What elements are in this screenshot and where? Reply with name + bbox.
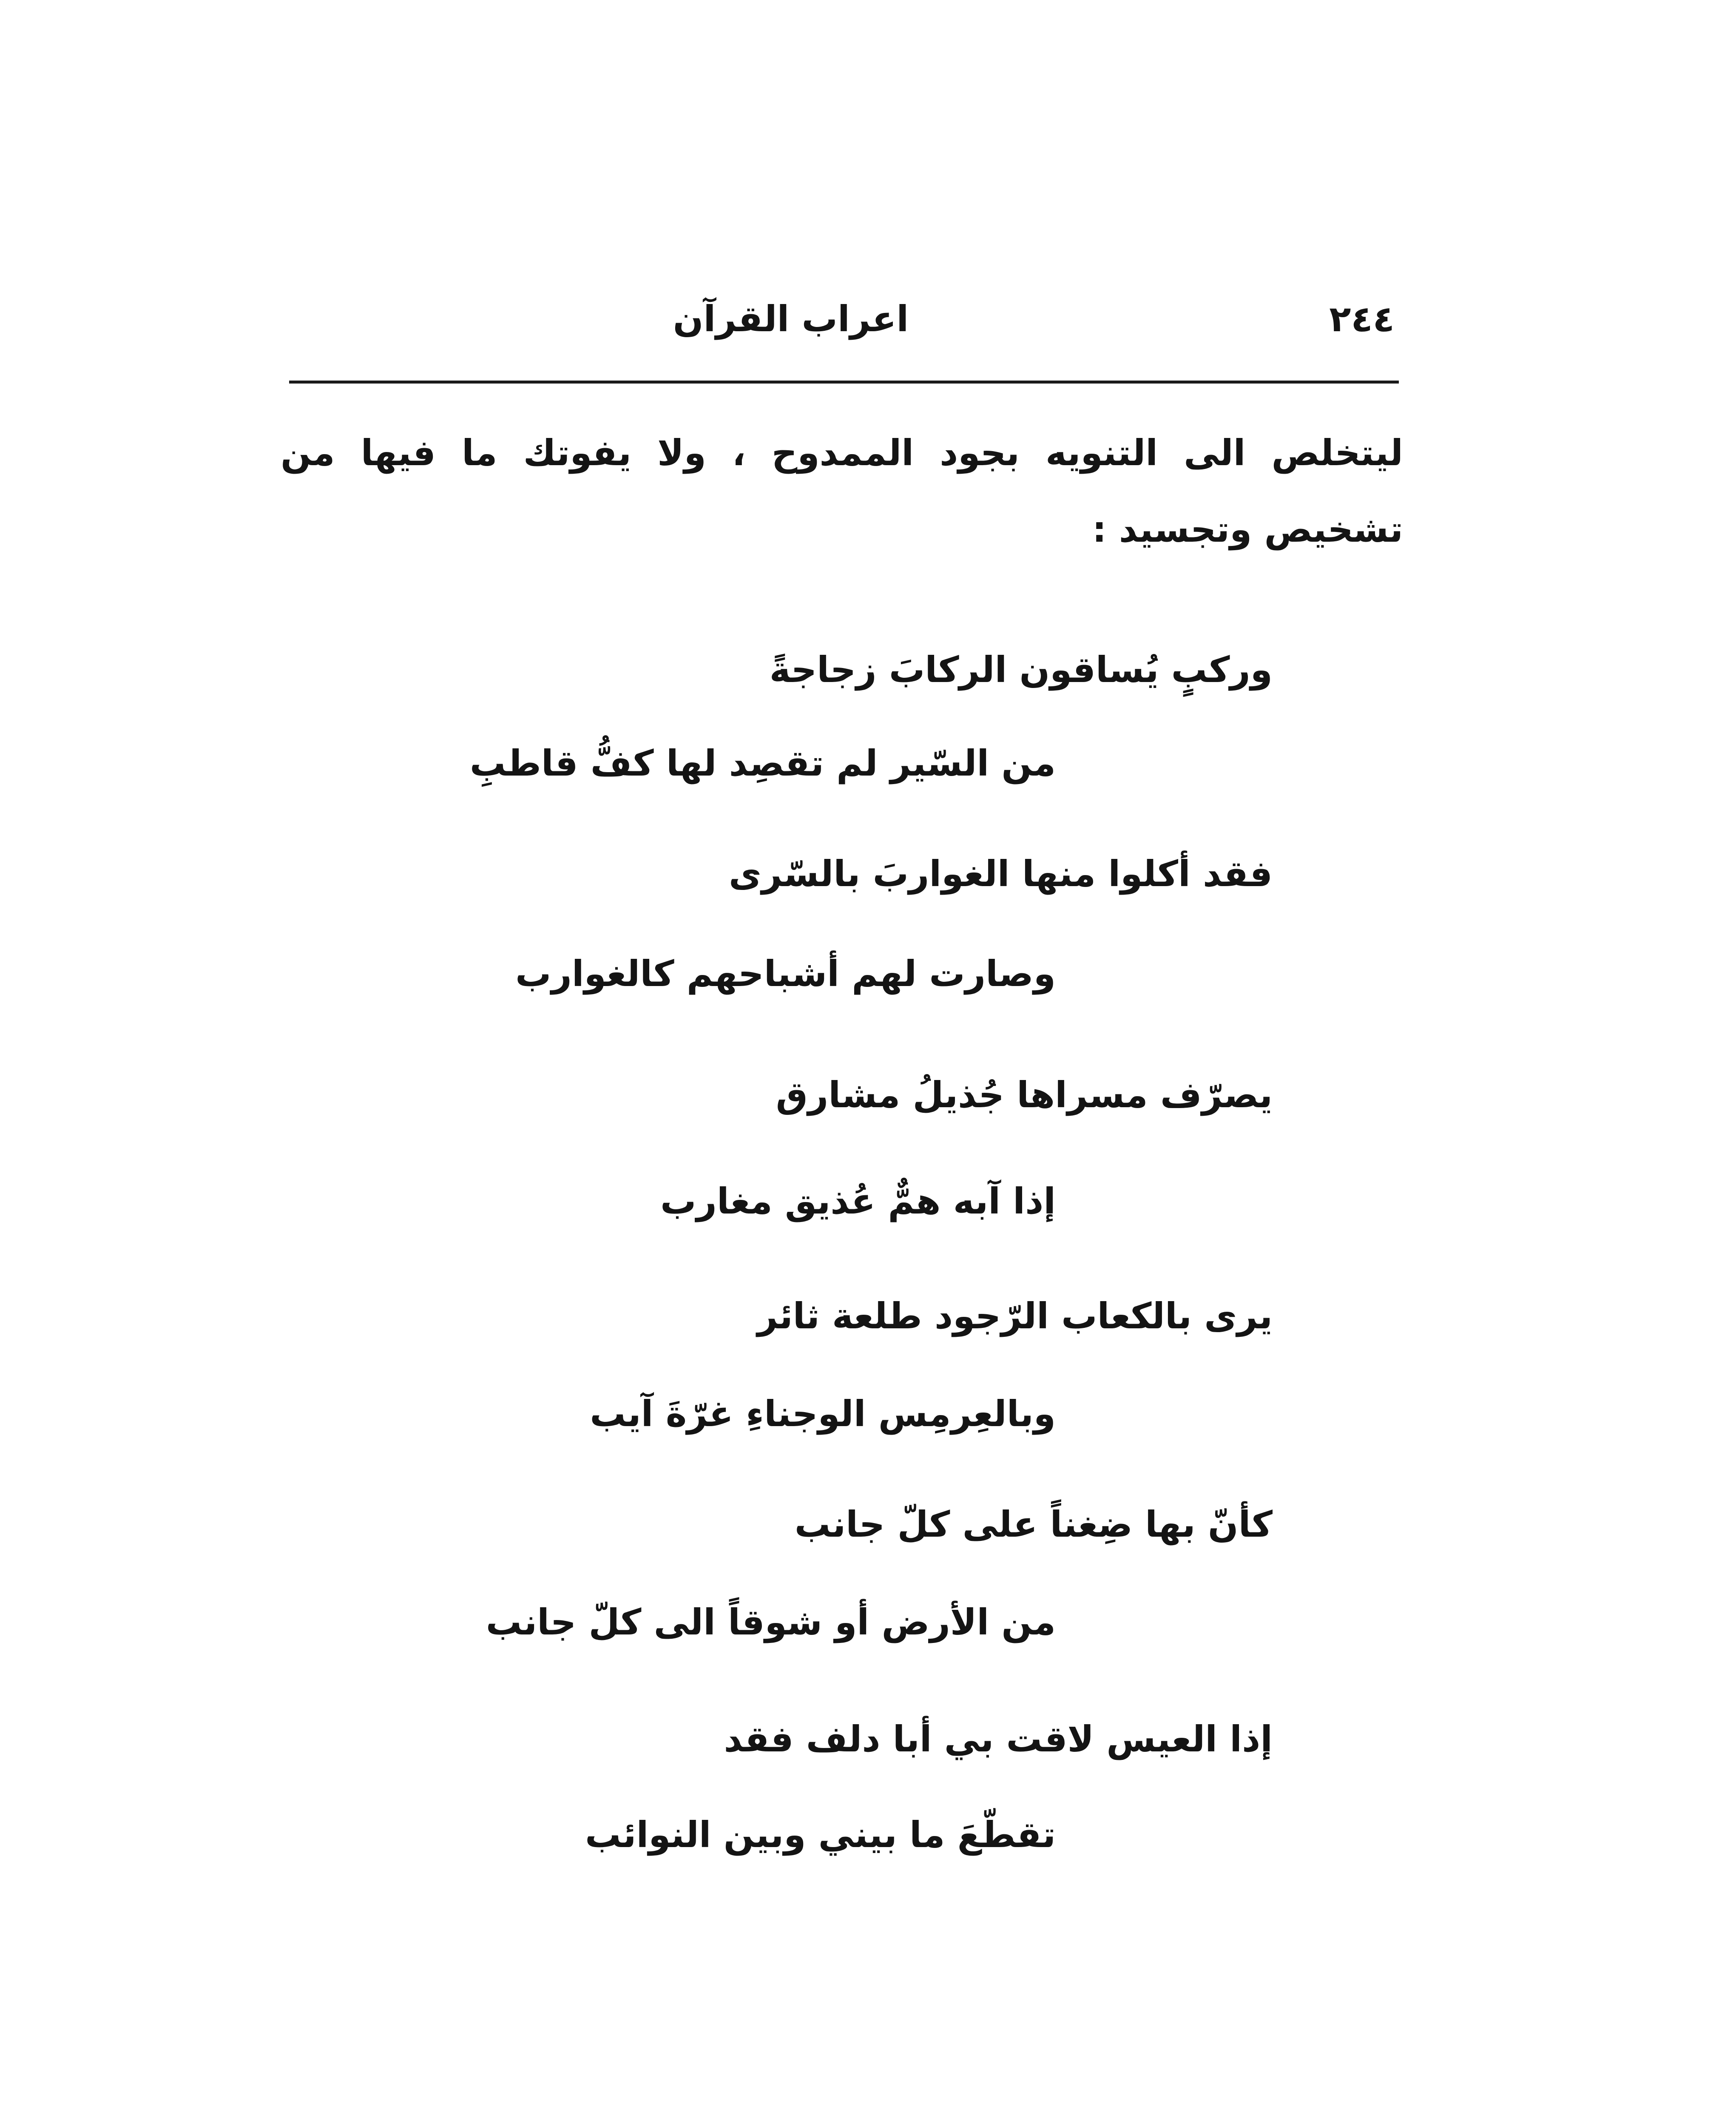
poem-line-11: إذا العيس لاقت بي أبا دلف فقد [724,1718,1273,1760]
poem-line-1: وركبٍ يُساقون الركابَ زجاجةً [769,649,1273,691]
poem-line-9: كأنّ بها ضِغناً على كلّ جانب [794,1504,1273,1545]
poem-line-10: من الأرض أو شوقاً الى كلّ جانب [486,1601,1056,1643]
page-number: ٢٤٤ [1329,298,1395,340]
header-rule [289,381,1399,384]
poem-line-12: تقطّعَ ما بيني وبين النوائب [585,1814,1056,1856]
poem-line-8: وبالعِرمِس الوجناءِ غرّةَ آيب [590,1393,1056,1435]
poem-line-5: يصرّف مسراها جُذيلُ مشارق [776,1074,1273,1116]
poem-line-4: وصارت لهم أشباحهم كالغوارب [515,953,1056,995]
poem-line-6: إذا آبه همٌّ عُذيق مغارب [660,1180,1056,1222]
running-title: اعراب القرآن [673,298,909,340]
intro-paragraph: ليتخلص الى التنويه بجود الممدوح ، ولا يفوتك ما فيها من تشخيص وتجسيد : [281,432,1403,550]
page-header [272,289,1395,349]
poem-line-7: يرى بالكعاب الرّجود طلعة ثائر [757,1295,1273,1337]
poem-line-3: فقد أكلوا منها الغواربَ بالسّرى [729,853,1273,895]
poem-line-2: من السّير لم تقصِد لها كفُّ قاطبِ [469,742,1056,784]
